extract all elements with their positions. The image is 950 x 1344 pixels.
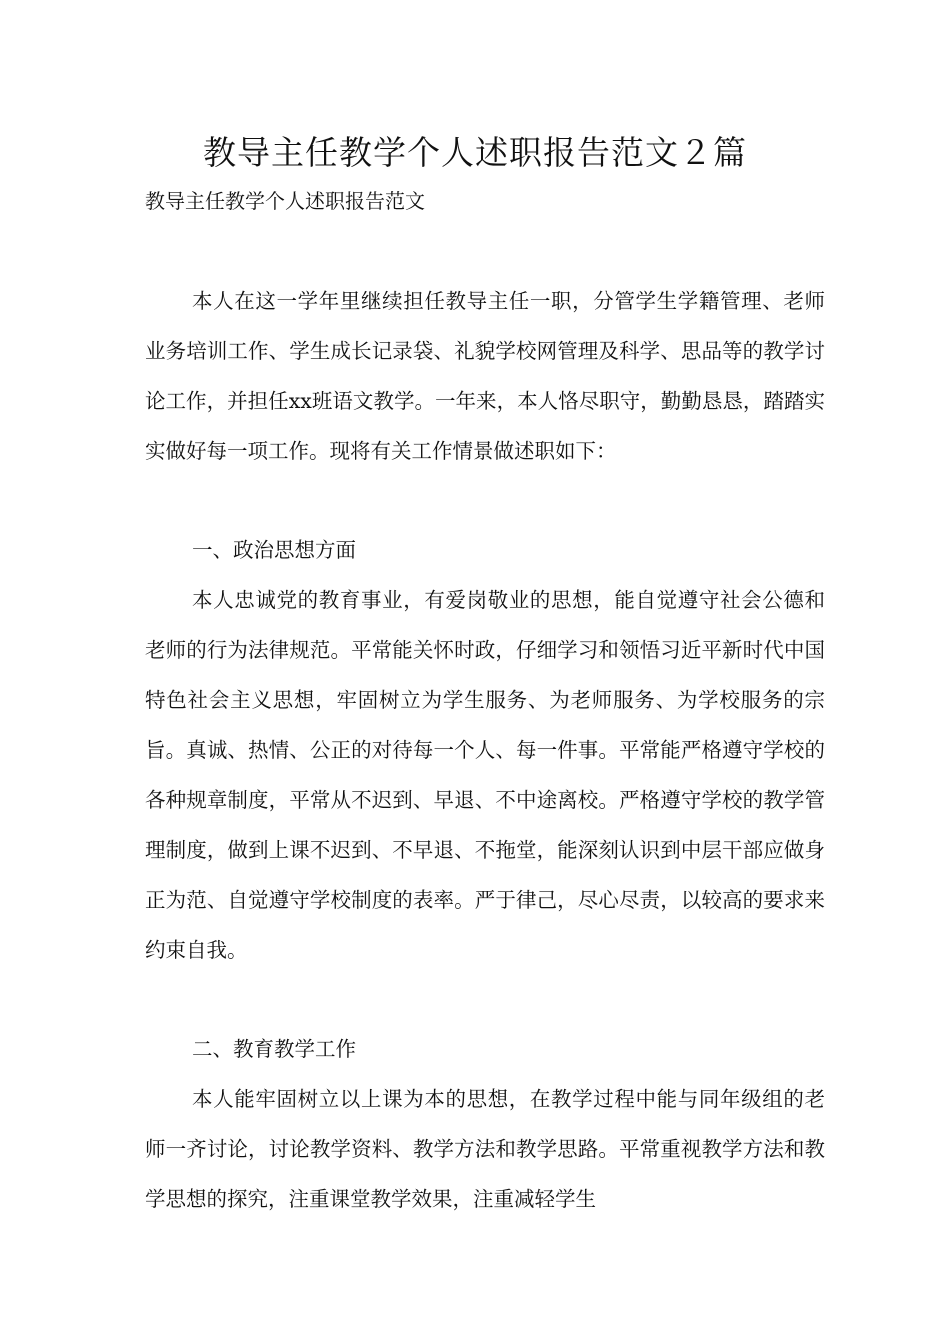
section-paragraph-teaching: 本人能牢固树立以上课为本的思想，在教学过程中能与同年级组的老师一齐讨论，讨论教学资料、教学方法和教学思路。平常重视教学方法和教学思想的探究，注重课堂教学效果，注重减轻学生 [145, 1087, 825, 1211]
section-paragraph-politics: 本人忠诚党的教育事业，有爱岗敬业的思想，能自觉遵守社会公德和老师的行为法律规范。平常能关怀时政，仔细学习和领悟习近平新时代中国特色社会主义思想，牢固树立为学生服务、为老师服务、为学校服务的宗旨。真诚、热情、公正的对待每一个人、每一件事。平常能严格遵守学校的各种规章制度，平常从不迟到、早退、不中途离校。严格遵守学校的教学管理制度，做到上课不迟到、不早退、不拖堂，能深刻认识到中层干部应做身正为范、自觉遵守学校制度的表率。严于律己，尽心尽责，以较高的要求来约束自我。 [145, 588, 825, 962]
intro-paragraph: 本人在这一学年里继续担任教导主任一职，分管学生学籍管理、老师业务培训工作、学生成长记录袋、礼貌学校网管理及科学、思品等的教学讨论工作，并担任xx班语文教学。一年来，本人恪尽职守，勤勤恳恳，踏踏实实做好每一项工作。现将有关工作情景做述职如下： [145, 289, 825, 463]
document-title: 教导主任教学个人述职报告范文２篇 [203, 133, 747, 172]
section-heading-teaching: 二、教育教学工作 [192, 1037, 356, 1061]
document-subtitle: 教导主任教学个人述职报告范文 [145, 189, 425, 213]
section-heading-politics: 一、政治思想方面 [192, 538, 356, 562]
